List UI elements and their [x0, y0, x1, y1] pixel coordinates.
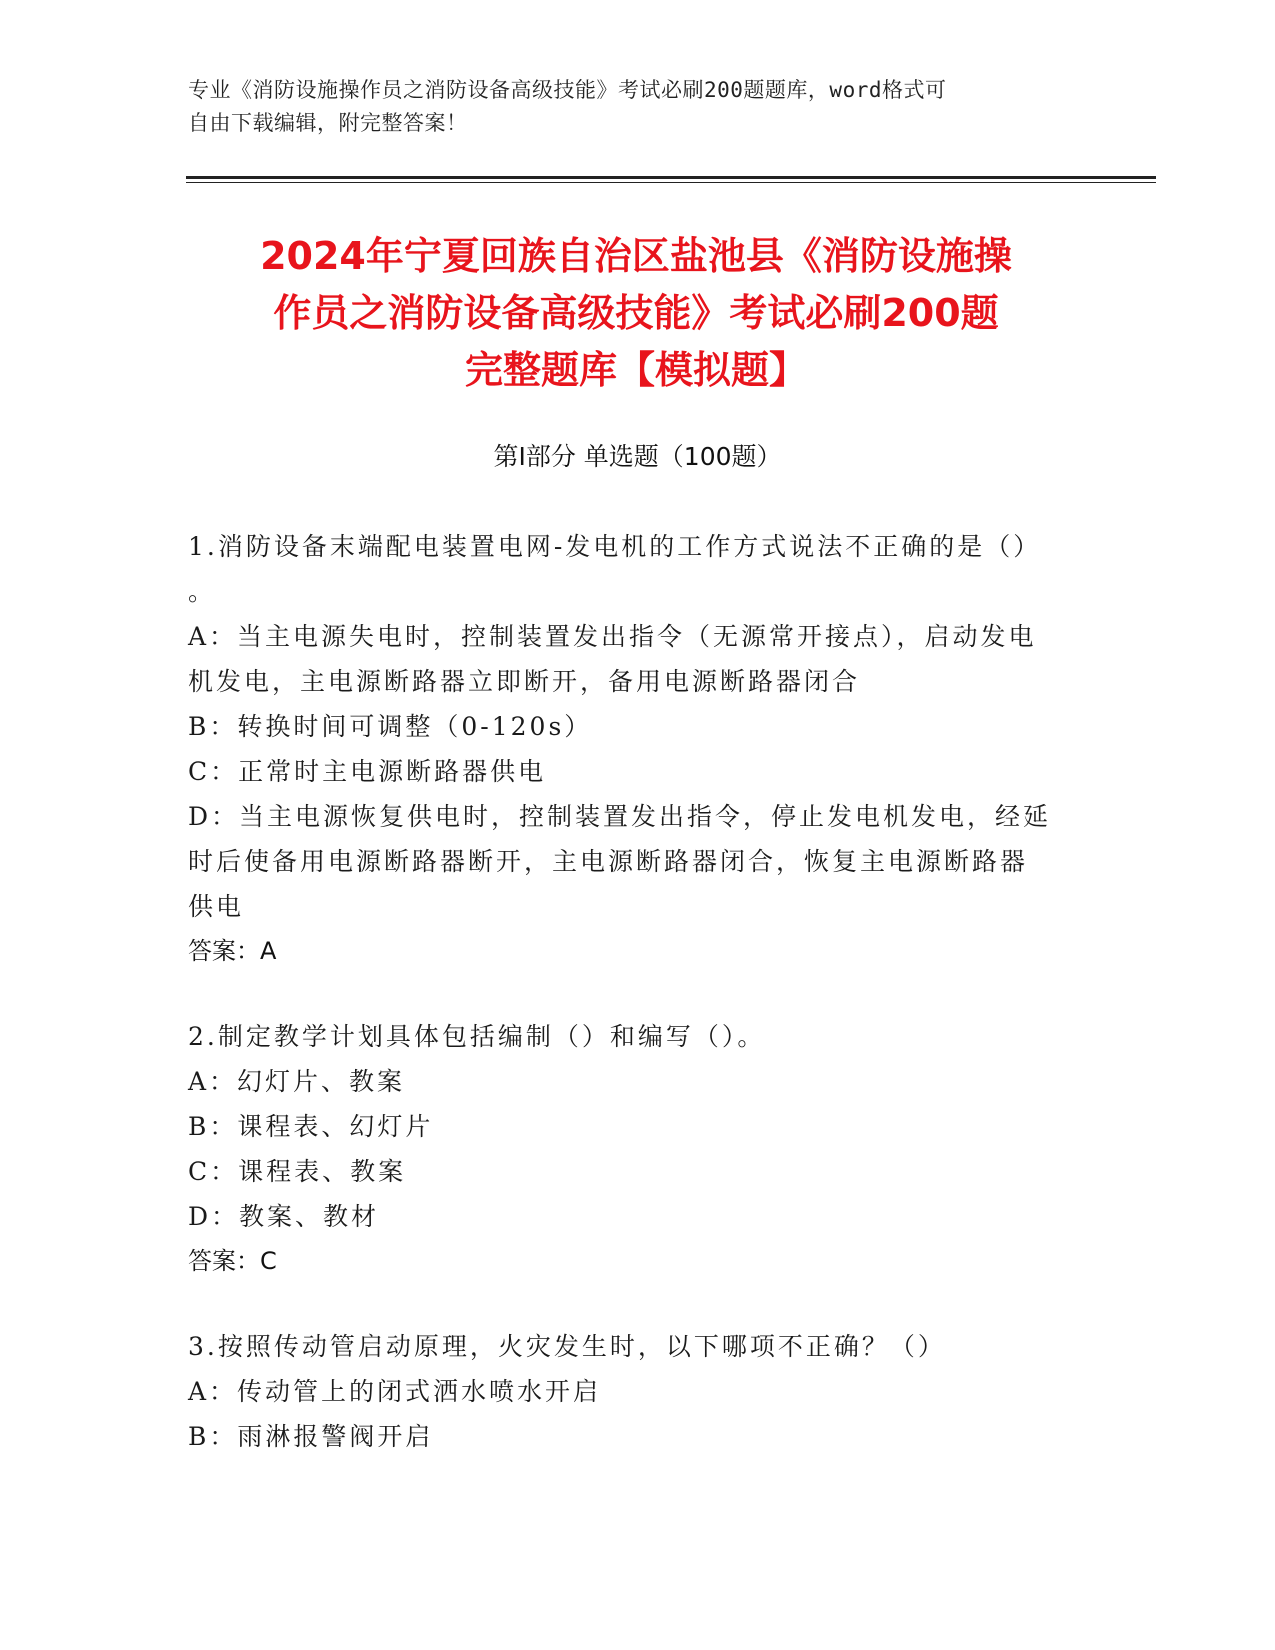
header-note-line-1: 专业《消防设施操作员之消防设备高级技能》考试必刷200题题库，word格式可: [188, 78, 947, 102]
answer-line: 答案：A: [188, 937, 277, 965]
question-text: 2.制定教学计划具体包括编制（）和编写（）。: [188, 1022, 766, 1051]
option-c: C：课程表、教案: [188, 1157, 407, 1186]
option-b: B：雨淋报警阀开启: [188, 1422, 434, 1451]
option-d: 时后使备用电源断路器断开，主电源断路器闭合，恢复主电源断路器: [188, 847, 1029, 876]
question-text: 。: [188, 577, 217, 606]
option-a: A：幻灯片、教案: [188, 1067, 406, 1096]
question-text: 1.消防设备末端配电装置电网-发电机的工作方式说法不正确的是（）: [188, 532, 1042, 561]
question-list: [188, 524, 1068, 1499]
document-title-line-1: 2024年宁夏回族自治区盐池县《消防设施操: [260, 234, 1012, 278]
document-title-line-2: 作员之消防设备高级技能》考试必刷200题: [273, 291, 999, 335]
option-d: D：当主电源恢复供电时，控制装置发出指令，停止发电机发电，经延: [188, 802, 1052, 831]
header-note-line-2: 自由下载编辑，附完整答案！: [188, 111, 468, 135]
header-rule-thick: [186, 176, 1156, 179]
header-rule-thin: [186, 182, 1156, 183]
answer-line: 答案：C: [188, 1247, 277, 1275]
option-b: B：转换时间可调整（0-120s）: [188, 712, 593, 741]
header-note: [188, 74, 1068, 140]
option-b: B：课程表、幻灯片: [188, 1112, 434, 1141]
option-a: A：传动管上的闭式洒水喷水开启: [188, 1377, 602, 1406]
option-c: C：正常时主电源断路器供电: [188, 757, 547, 786]
question-text: 3.按照传动管启动原理，火灾发生时，以下哪项不正确？（）: [188, 1332, 946, 1361]
question-1: [188, 524, 1068, 974]
option-a: 机发电，主电源断路器立即断开，备用电源断路器闭合: [188, 667, 861, 696]
option-d: D：教案、教材: [188, 1202, 380, 1231]
option-d: 供电: [188, 892, 245, 921]
document-title: [186, 228, 1086, 399]
question-2: [188, 1014, 1068, 1284]
document-title-line-3: 完整题库【模拟题】: [464, 348, 807, 392]
option-a: A：当主电源失电时，控制装置发出指令（无源常开接点），启动发电: [188, 622, 1037, 651]
section-title: 第Ⅰ部分 单选题（100题）: [493, 442, 782, 471]
question-3: [188, 1324, 1068, 1459]
